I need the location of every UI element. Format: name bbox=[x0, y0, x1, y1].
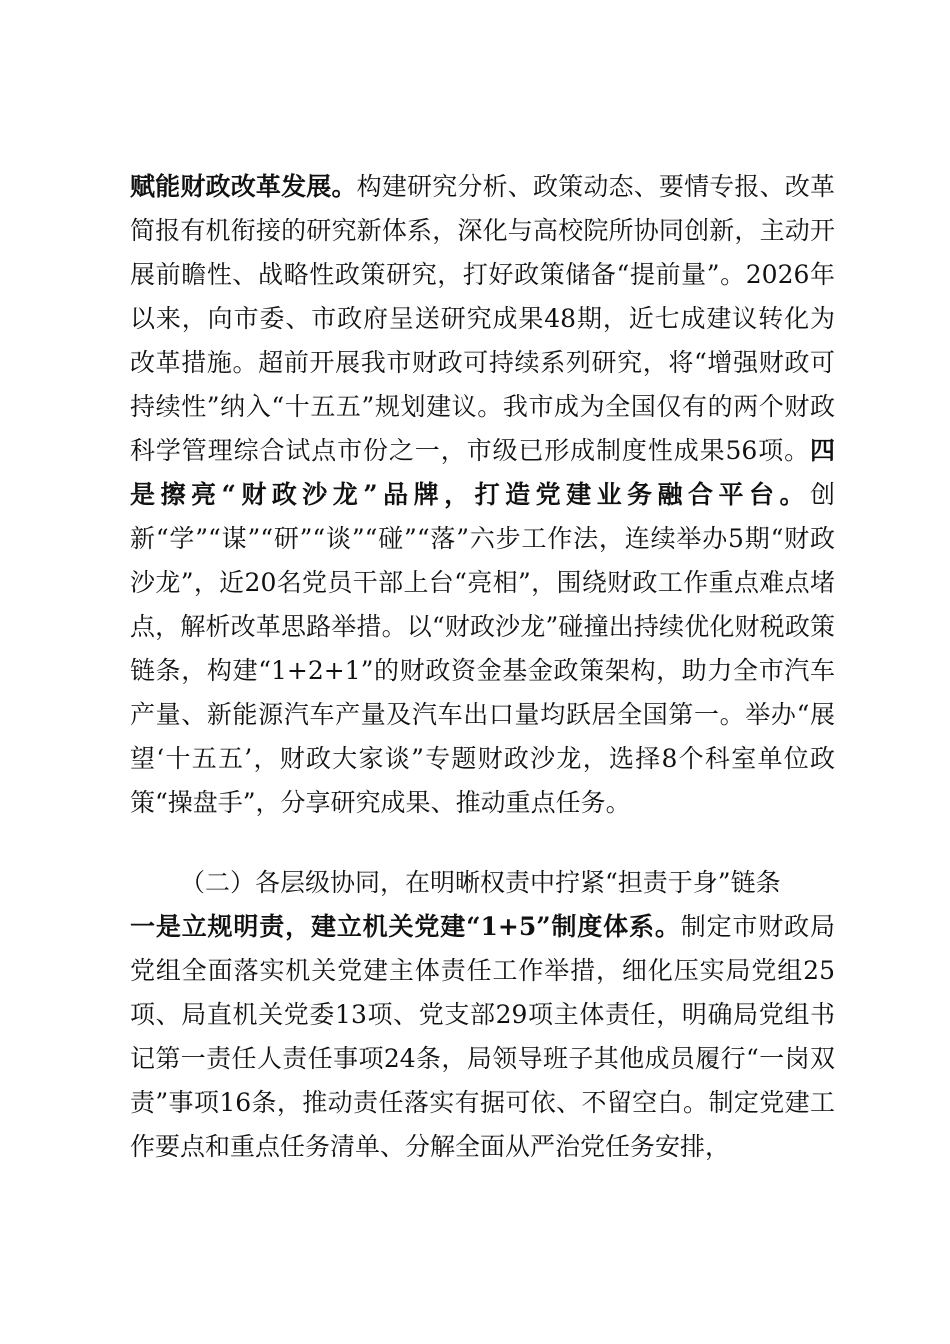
paragraph-text: 构建研究分析、政策动态、要情专报、改革简报有机衔接的研究新体系，深化与高校院所协同创新，主动开展前瞻性、战略性政策研究，打好政策储备“提前量”。2026年以来，向市委、市政府呈送研究成果48期，近七成建议转化为改革措施。超前开展我市财政可持续系列研究，将“增强财政可持续性”纳入“十五五”规划建议。我市成为全国仅有的两个财政科学管理综合试点市份之一，市级已形成制度性成果56项。 bbox=[130, 172, 835, 465]
bold-heading-empower: 赋能财政改革发展。 bbox=[130, 172, 357, 201]
bold-heading-salon: 四是擦亮“财政沙龙”品牌，打造党建业务融合平台。 bbox=[130, 436, 835, 509]
paragraph-text: 创新“学”“谋”“研”“谈”“碰”“落”六步工作法，连续举办5期“财政沙龙”，近20名党员干部上台“亮相”，围绕财政工作重点难点堵点，解析改革思路举措。以“财政沙龙”碰撞出持续优化财税政策链条，构建“1+2+1”的财政资金基金政策架构，助力全市汽车产量、新能源汽车产量及汽车出口量均跃居全国第一。举办“展望‘十五五’，财政大家谈”专题财政沙龙，选择8个科室单位政策“操盘手”，分享研究成果、推动重点任务。 bbox=[130, 480, 835, 817]
section-heading-two bbox=[130, 861, 835, 905]
bold-heading-rules: 一是立规明责，建立机关党建“1+5”制度体系。 bbox=[130, 912, 681, 941]
section-heading-text: （二）各层级协同，在明晰权责中拧紧“担责于身”链条 bbox=[180, 868, 781, 897]
paragraph-text: 制定市财政局党组全面落实机关党建主体责任工作举措，细化压实局党组25项、局直机关党委13项、党支部29项主体责任，明确局党组书记第一责任人责任事项24条，局领导班子其他成员履行“一岗双责”事项16条，推动责任落实有据可依、不留空白。制定党建工作要点和重点任务清单、分解全面从严治党任务安排， bbox=[130, 912, 835, 1161]
paragraph-responsibility bbox=[130, 905, 835, 1169]
body-text-lower bbox=[130, 861, 835, 1169]
body-text-upper bbox=[130, 165, 835, 825]
paragraph-finance-reform bbox=[130, 165, 835, 825]
